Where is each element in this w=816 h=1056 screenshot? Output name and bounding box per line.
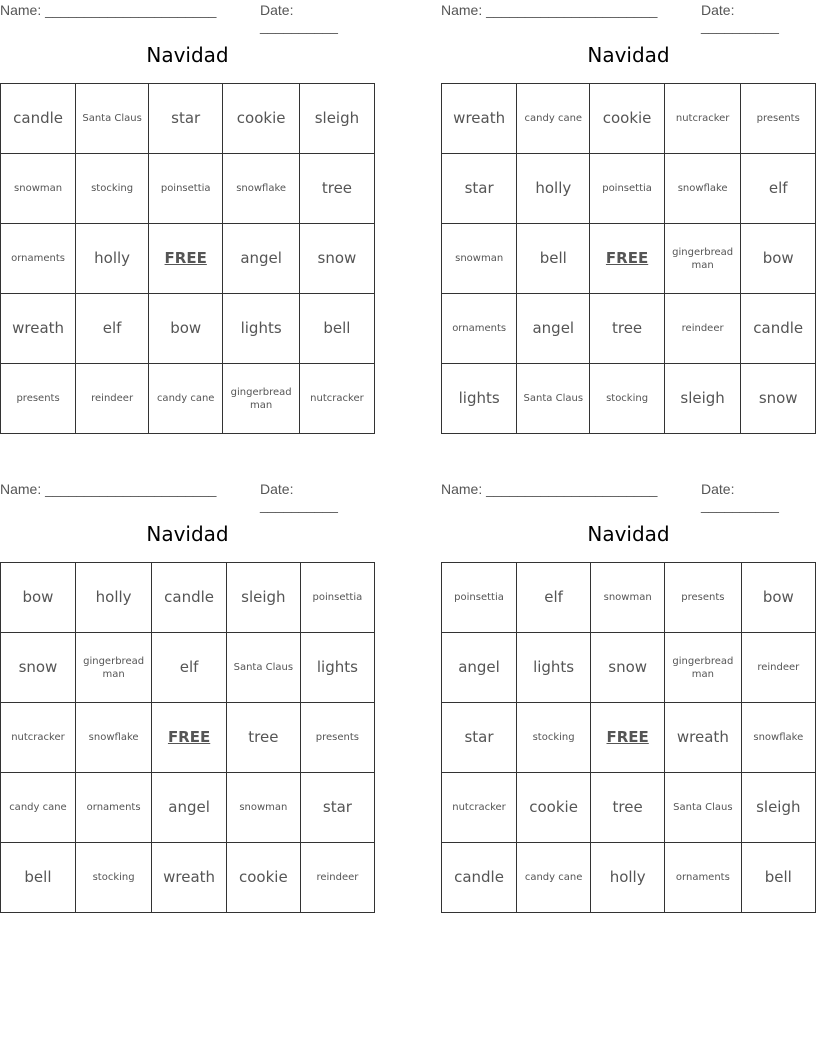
bingo-cell: Santa Claus [76,84,149,154]
bingo-cell: sleigh [664,364,741,434]
bingo-cell: stocking [517,703,591,773]
bingo-cell: candy cane [149,364,223,434]
bingo-cell: elf [76,294,149,364]
bingo-cell: lights [517,633,591,703]
bingo-cell: ornaments [665,843,741,913]
bingo-cell: ornaments [75,773,151,843]
grid-row [1,843,375,913]
bingo-cell: candle [152,563,227,633]
bingo-cell: wreath [442,84,517,154]
bingo-cell: tree [299,154,374,224]
grid-row [442,364,816,434]
bingo-cell: poinsettia [590,154,665,224]
bingo-cell: poinsettia [300,563,374,633]
bingo-cell: gingerbread man [75,633,151,703]
bingo-cell: snowman [1,154,76,224]
bingo-cell: snowflake [223,154,300,224]
bingo-card-2 [441,0,816,407]
bingo-cell: gingerbread man [665,633,741,703]
bingo-cell: nutcracker [1,703,76,773]
bingo-cell: candy cane [517,84,590,154]
grid-row [1,773,375,843]
bingo-cell: candle [442,843,517,913]
bingo-cell: snowman [591,563,665,633]
bingo-cell: snow [591,633,665,703]
grid-row [442,703,816,773]
grid-row [442,563,816,633]
bingo-cell: Santa Claus [226,633,300,703]
bingo-cell: reindeer [76,364,149,434]
bingo-cell: gingerbread man [664,224,741,294]
bingo-cell: bow [741,563,815,633]
bingo-cell: reindeer [664,294,741,364]
bingo-cell: cookie [223,84,300,154]
bingo-grid [441,562,816,913]
bingo-cell: Santa Claus [517,364,590,434]
date-field-label: Date: __________ [260,481,338,513]
grid-row [442,294,816,364]
bingo-card-3 [0,479,375,886]
bingo-cell: holly [75,563,151,633]
bingo-cell: wreath [1,294,76,364]
card-title: Navidad [146,43,229,67]
bingo-cell: snowflake [75,703,151,773]
name-field-label: Name: ______________________ [441,481,658,497]
bingo-cell: angel [517,294,590,364]
bingo-cell: presents [741,84,816,154]
bingo-cell: bow [1,563,76,633]
bingo-cell: bell [299,294,374,364]
bingo-cell: sleigh [299,84,374,154]
bingo-cell: cookie [517,773,591,843]
bingo-cell: reindeer [300,843,374,913]
bingo-cell: poinsettia [442,563,517,633]
grid-row [442,84,816,154]
bingo-cell: tree [226,703,300,773]
bingo-cell: angel [442,633,517,703]
bingo-cell: snowman [226,773,300,843]
bingo-cell: snow [1,633,76,703]
bingo-cell: holly [591,843,665,913]
bingo-cell: bow [741,224,816,294]
bingo-cell: presents [1,364,76,434]
card-title: Navidad [587,522,670,546]
date-field-label: Date: __________ [260,2,338,34]
name-field-label: Name: ______________________ [0,2,217,18]
card-title: Navidad [587,43,670,67]
bingo-cell: cookie [590,84,665,154]
bingo-cell: lights [442,364,517,434]
bingo-card-4 [441,479,816,886]
bingo-cell: snow [741,364,816,434]
bingo-cell: star [442,703,517,773]
bingo-cell: candle [741,294,816,364]
grid-row [1,294,375,364]
date-field-label: Date: __________ [701,2,779,34]
bingo-cell: star [300,773,374,843]
bingo-cell: snowman [442,224,517,294]
grid-row [1,224,375,294]
bingo-cell: poinsettia [149,154,223,224]
bingo-cell: ornaments [1,224,76,294]
bingo-cell: stocking [590,364,665,434]
card-header [0,0,375,34]
bingo-cell: ornaments [442,294,517,364]
grid-row [1,633,375,703]
name-field-label: Name: ______________________ [441,2,658,18]
bingo-cell: stocking [76,154,149,224]
free-space-cell: FREE [152,703,227,773]
bingo-cell: bell [741,843,815,913]
bingo-cell: nutcracker [442,773,517,843]
bingo-cell: lights [300,633,374,703]
bingo-cell: holly [76,224,149,294]
bingo-cell: reindeer [741,633,815,703]
grid-row [1,84,375,154]
grid-row [442,154,816,224]
bingo-cell: snow [299,224,374,294]
bingo-cell: presents [665,563,741,633]
date-field-label: Date: __________ [701,481,779,513]
card-header [441,479,816,513]
card-header [0,479,375,513]
bingo-cell: wreath [665,703,741,773]
bingo-cell: elf [517,563,591,633]
bingo-cell: stocking [75,843,151,913]
grid-row [442,843,816,913]
bingo-cell: angel [152,773,227,843]
card-header [441,0,816,34]
bingo-cell: gingerbread man [223,364,300,434]
grid-row [1,563,375,633]
bingo-cell: cookie [226,843,300,913]
bingo-cell: candy cane [1,773,76,843]
name-field-label: Name: ______________________ [0,481,217,497]
grid-row [1,703,375,773]
bingo-cell: snowflake [664,154,741,224]
grid-row [442,224,816,294]
bingo-grid [0,562,375,913]
bingo-cell: star [149,84,223,154]
free-space-cell: FREE [590,224,665,294]
grid-row [1,364,375,434]
card-title: Navidad [146,522,229,546]
bingo-cell: nutcracker [664,84,741,154]
bingo-cell: nutcracker [299,364,374,434]
bingo-cell: candle [1,84,76,154]
bingo-cell: bell [517,224,590,294]
bingo-cell: bow [149,294,223,364]
grid-row [442,633,816,703]
bingo-cell: sleigh [741,773,815,843]
bingo-cell: wreath [152,843,227,913]
bingo-cell: lights [223,294,300,364]
bingo-cell: holly [517,154,590,224]
bingo-grid [441,83,816,434]
bingo-grid [0,83,375,434]
bingo-cell: bell [1,843,76,913]
bingo-cell: tree [591,773,665,843]
bingo-cell: elf [741,154,816,224]
bingo-cell: angel [223,224,300,294]
bingo-cell: star [442,154,517,224]
bingo-cell: Santa Claus [665,773,741,843]
grid-row [1,154,375,224]
bingo-cell: presents [300,703,374,773]
grid-row [442,773,816,843]
bingo-cell: sleigh [226,563,300,633]
bingo-cell: snowflake [741,703,815,773]
free-space-cell: FREE [591,703,665,773]
bingo-cell: tree [590,294,665,364]
bingo-cell: candy cane [517,843,591,913]
bingo-card-1 [0,0,375,411]
free-space-cell: FREE [149,224,223,294]
bingo-cell: elf [152,633,227,703]
